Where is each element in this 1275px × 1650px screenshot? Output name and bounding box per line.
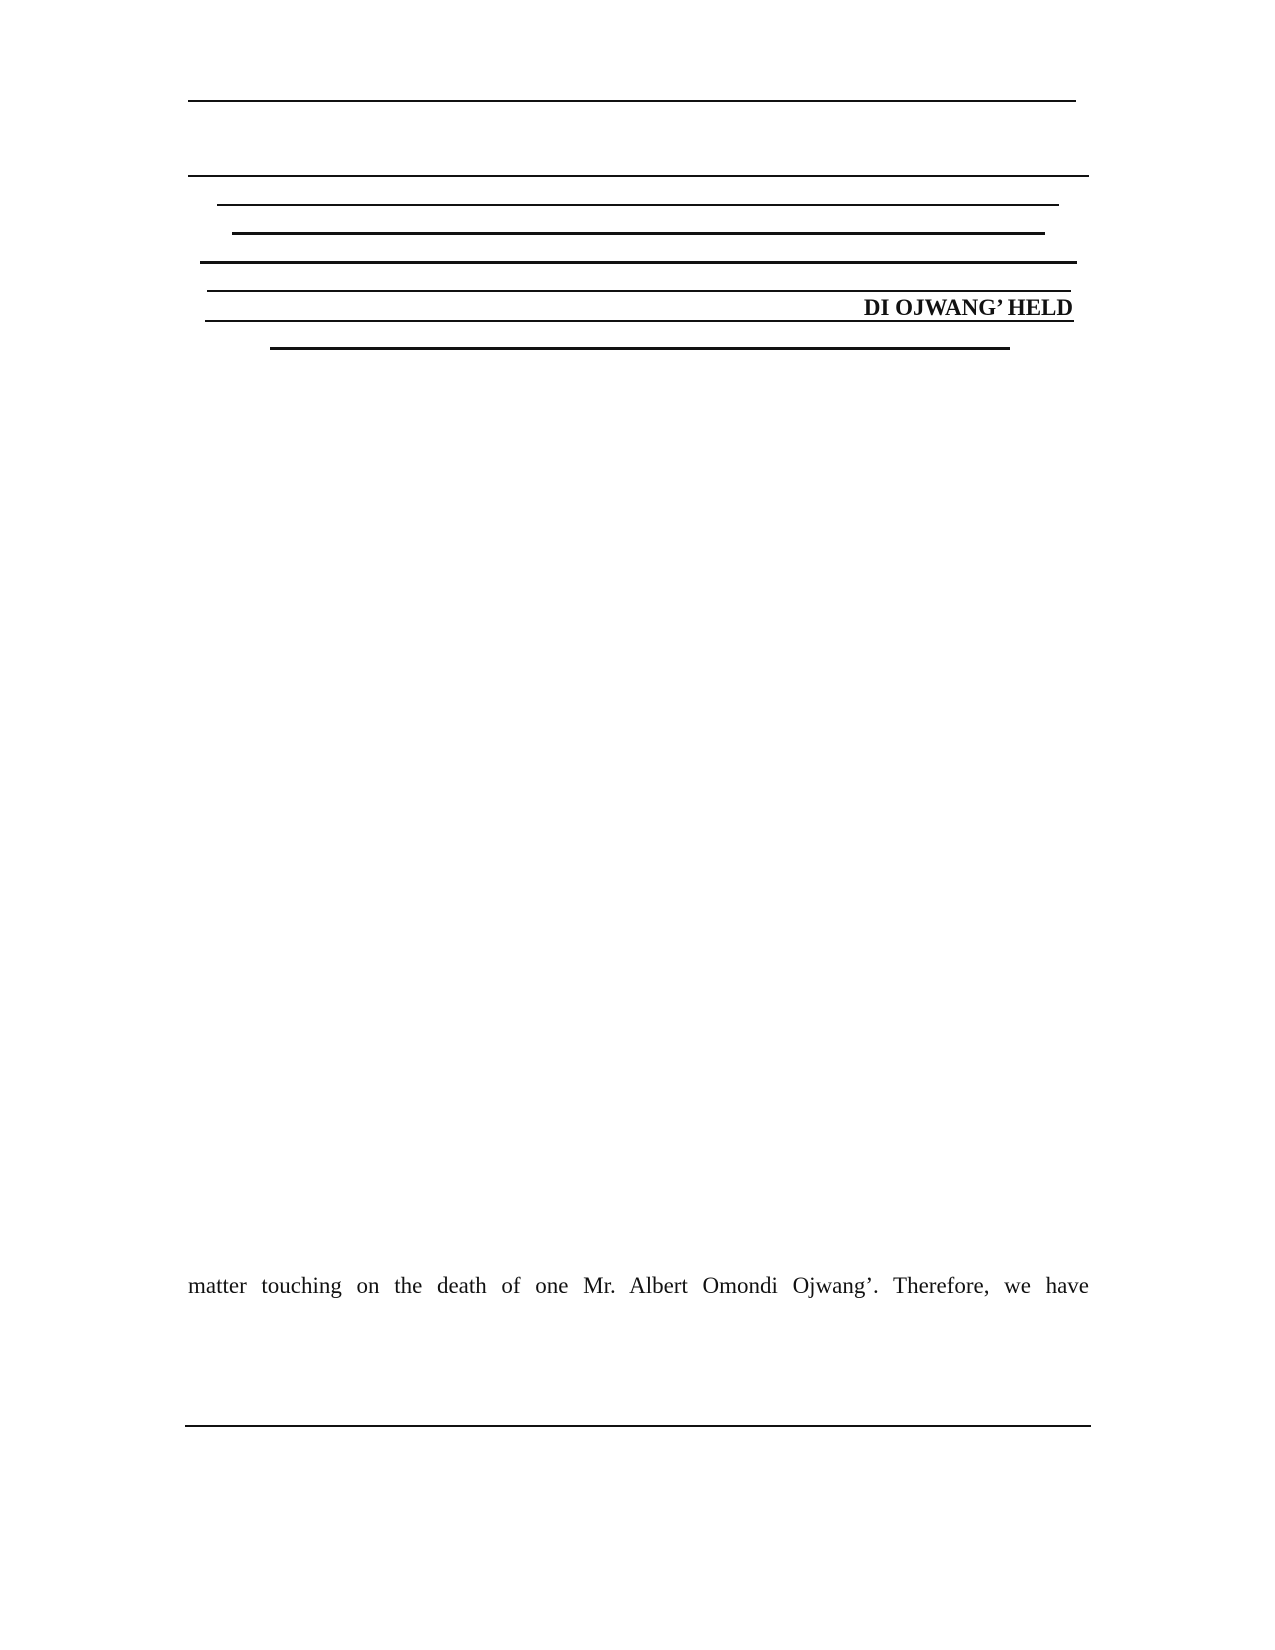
rule-3 xyxy=(217,204,1059,206)
body-text-line: matter touching on the death of one Mr. Albert Omondi Ojwang’. Therefore, we have xyxy=(188,1273,1089,1298)
footer-rule xyxy=(185,1425,1091,1427)
rule-6 xyxy=(207,290,1071,292)
rule-5 xyxy=(200,261,1077,264)
rule-8 xyxy=(270,347,1010,350)
heading-fragment: DI OJWANG’ HELD xyxy=(863,295,1073,320)
rule-7 xyxy=(205,320,1074,322)
rule-4 xyxy=(232,232,1045,235)
rule-1 xyxy=(188,100,1076,102)
rule-2 xyxy=(188,175,1089,177)
